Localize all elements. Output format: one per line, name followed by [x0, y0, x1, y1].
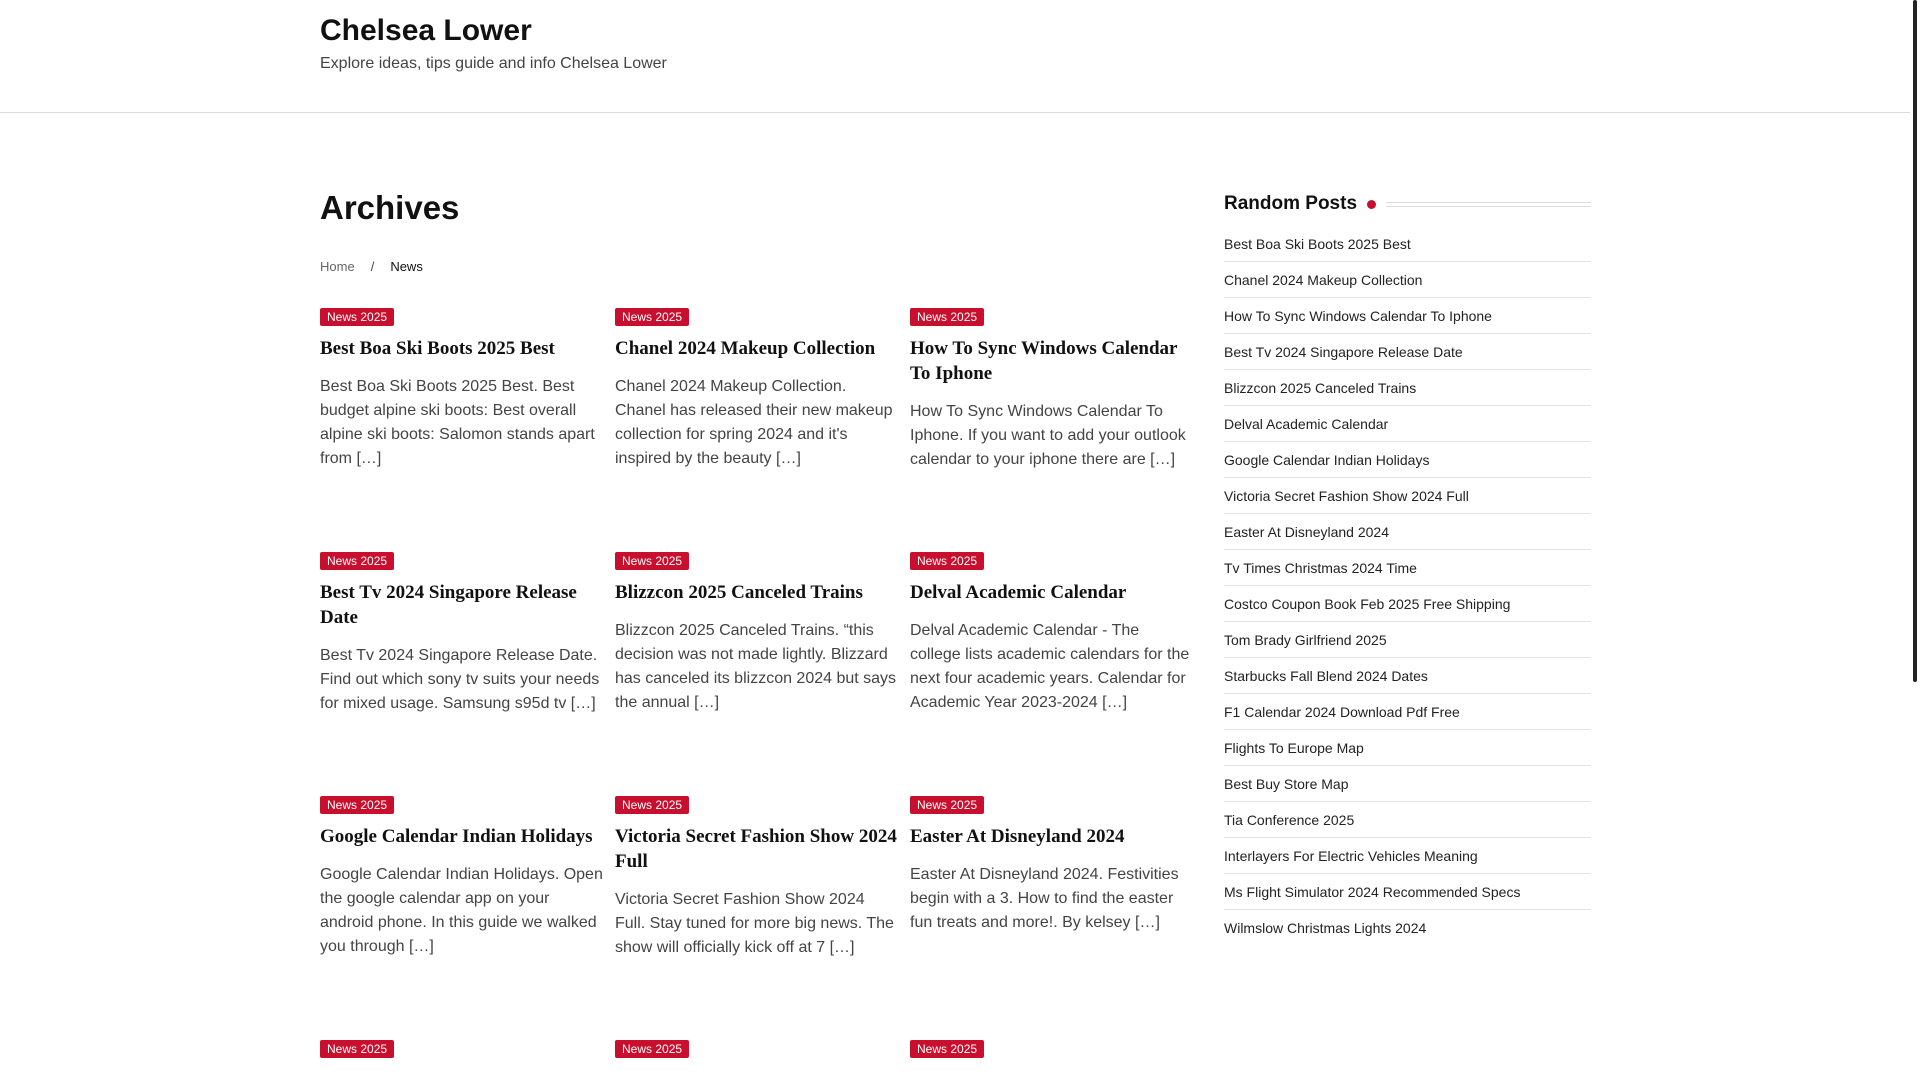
post-card: [910, 1040, 1194, 1080]
post-title-link[interactable]: Delval Academic Calendar: [910, 582, 1127, 603]
breadcrumb: [320, 259, 1190, 274]
random-post-link[interactable]: Easter At Disneyland 2024: [1224, 514, 1591, 550]
random-post-link[interactable]: Best Buy Store Map: [1224, 766, 1591, 802]
post-card: [320, 1040, 604, 1080]
post-title-link[interactable]: Chanel 2024 Makeup Collection: [615, 338, 876, 359]
random-post-link[interactable]: Costco Coupon Book Feb 2025 Free Shipping: [1224, 586, 1591, 622]
random-post-link[interactable]: Interlayers For Electric Vehicles Meaning: [1224, 838, 1591, 874]
site-description: Explore ideas, tips guide and info Chelsea Lower: [320, 55, 667, 72]
post-title-link[interactable]: Easter At Disneyland 2024: [910, 826, 1125, 847]
site-header: [0, 0, 1910, 113]
random-post-link[interactable]: Starbucks Fall Blend 2024 Dates: [1224, 658, 1591, 694]
category-badge[interactable]: News 2025: [910, 552, 984, 570]
random-post-link[interactable]: Google Calendar Indian Holidays: [1224, 442, 1591, 478]
breadcrumb-separator: /: [370, 259, 375, 274]
category-badge[interactable]: News 2025: [910, 308, 984, 326]
random-post-link[interactable]: Best Tv 2024 Singapore Release Date: [1224, 334, 1591, 370]
post-card: [615, 552, 899, 796]
post-card: [615, 1040, 899, 1080]
post-title-link[interactable]: Best Tv 2024 Singapore Release Date: [320, 582, 577, 628]
random-post-link[interactable]: F1 Calendar 2024 Download Pdf Free: [1224, 694, 1591, 730]
post-card: [615, 308, 899, 552]
post-excerpt: Best Tv 2024 Singapore Release Date. Find out which sony tv suits your needs for mixed usage. Samsung s95d tv […]: [320, 647, 600, 712]
post-title-link[interactable]: Google Calendar Indian Holidays: [320, 826, 593, 847]
category-badge[interactable]: News 2025: [320, 308, 394, 326]
post-title-link[interactable]: Victoria Secret Fashion Show 2024 Full: [615, 826, 897, 872]
page-title: Archives: [320, 189, 460, 226]
post-card: [615, 796, 899, 1040]
post-title-link[interactable]: Blizzcon 2025 Canceled Trains: [615, 582, 863, 603]
widget-header: [1224, 190, 1591, 218]
post-card: [910, 552, 1194, 796]
post-excerpt: Victoria Secret Fashion Show 2024 Full. Stay tuned for more big news. The show will officially kick off at 7 […]: [615, 891, 894, 956]
category-badge[interactable]: News 2025: [615, 1040, 689, 1058]
post-excerpt: Chanel 2024 Makeup Collection. Chanel has released their new makeup collection for spring 2024 and it's inspired by the beauty […]: [615, 378, 893, 467]
site-title[interactable]: Chelsea Lower: [320, 14, 532, 47]
scrollbar[interactable]: [1910, 0, 1920, 1080]
scrollbar-thumb[interactable]: [1913, 0, 1917, 682]
category-badge[interactable]: News 2025: [910, 796, 984, 814]
random-post-link[interactable]: Wilmslow Christmas Lights 2024: [1224, 920, 1427, 936]
random-post-link[interactable]: Blizzcon 2025 Canceled Trains: [1224, 370, 1591, 406]
breadcrumb-home-link[interactable]: Home: [320, 259, 355, 274]
category-badge[interactable]: News 2025: [615, 308, 689, 326]
random-post-link[interactable]: Victoria Secret Fashion Show 2024 Full: [1224, 478, 1591, 514]
widget-title: Random Posts: [1224, 193, 1358, 214]
category-badge[interactable]: News 2025: [910, 1040, 984, 1058]
post-card: [320, 552, 604, 796]
category-badge[interactable]: News 2025: [615, 552, 689, 570]
post-excerpt: How To Sync Windows Calendar To Iphone. If you want to add your outlook calendar to your iphone there are […]: [910, 403, 1186, 468]
post-title-link[interactable]: How To Sync Windows Calendar To Iphone: [910, 338, 1178, 384]
random-post-link[interactable]: How To Sync Windows Calendar To Iphone: [1224, 298, 1591, 334]
breadcrumb-current: News: [390, 259, 423, 274]
post-title-link[interactable]: Best Boa Ski Boots 2025 Best: [320, 338, 555, 359]
category-badge[interactable]: News 2025: [320, 1040, 394, 1058]
random-post-link[interactable]: Tia Conference 2025: [1224, 802, 1591, 838]
post-excerpt: Blizzcon 2025 Canceled Trains. “this decision was not made lightly. Blizzard has canceled its blizzcon 2024 but says the annual […]: [615, 622, 897, 711]
post-card: [910, 308, 1194, 552]
random-post-link[interactable]: Flights To Europe Map: [1224, 730, 1591, 766]
dot-icon: [1367, 200, 1376, 209]
widget-divider: [1386, 202, 1591, 207]
post-card: [910, 796, 1194, 1040]
post-card: [320, 796, 604, 1040]
random-post-link[interactable]: Tom Brady Girlfriend 2025: [1224, 622, 1591, 658]
category-badge[interactable]: News 2025: [320, 796, 394, 814]
post-excerpt: Best Boa Ski Boots 2025 Best. Best budget alpine ski boots: Best overall alpine ski boots: Salomon stands apart from […]: [320, 378, 595, 467]
random-post-link[interactable]: Tv Times Christmas 2024 Time: [1224, 550, 1591, 586]
post-card: [320, 308, 604, 552]
category-badge[interactable]: News 2025: [615, 796, 689, 814]
post-excerpt: Google Calendar Indian Holidays. Open the google calendar app on your android phone. In this guide we walked you through […]: [320, 866, 603, 955]
sidebar: [1224, 190, 1591, 946]
post-excerpt: Easter At Disneyland 2024. Festivities begin with a 3. How to find the easter fun treats and more!. By kelsey […]: [910, 866, 1179, 931]
category-badge[interactable]: News 2025: [320, 552, 394, 570]
random-post-link[interactable]: Best Boa Ski Boots 2025 Best: [1224, 226, 1591, 262]
random-post-link[interactable]: Delval Academic Calendar: [1224, 406, 1591, 442]
random-posts-list: [1224, 226, 1591, 946]
random-post-link[interactable]: Ms Flight Simulator 2024 Recommended Specs: [1224, 874, 1591, 910]
random-post-link[interactable]: Chanel 2024 Makeup Collection: [1224, 262, 1591, 298]
post-grid: [320, 308, 1190, 1080]
main-content: [320, 185, 1190, 1080]
post-excerpt: Delval Academic Calendar - The college lists academic calendars for the next four academic years. Calendar for Academic Year 2023-2024 […]: [910, 622, 1190, 711]
